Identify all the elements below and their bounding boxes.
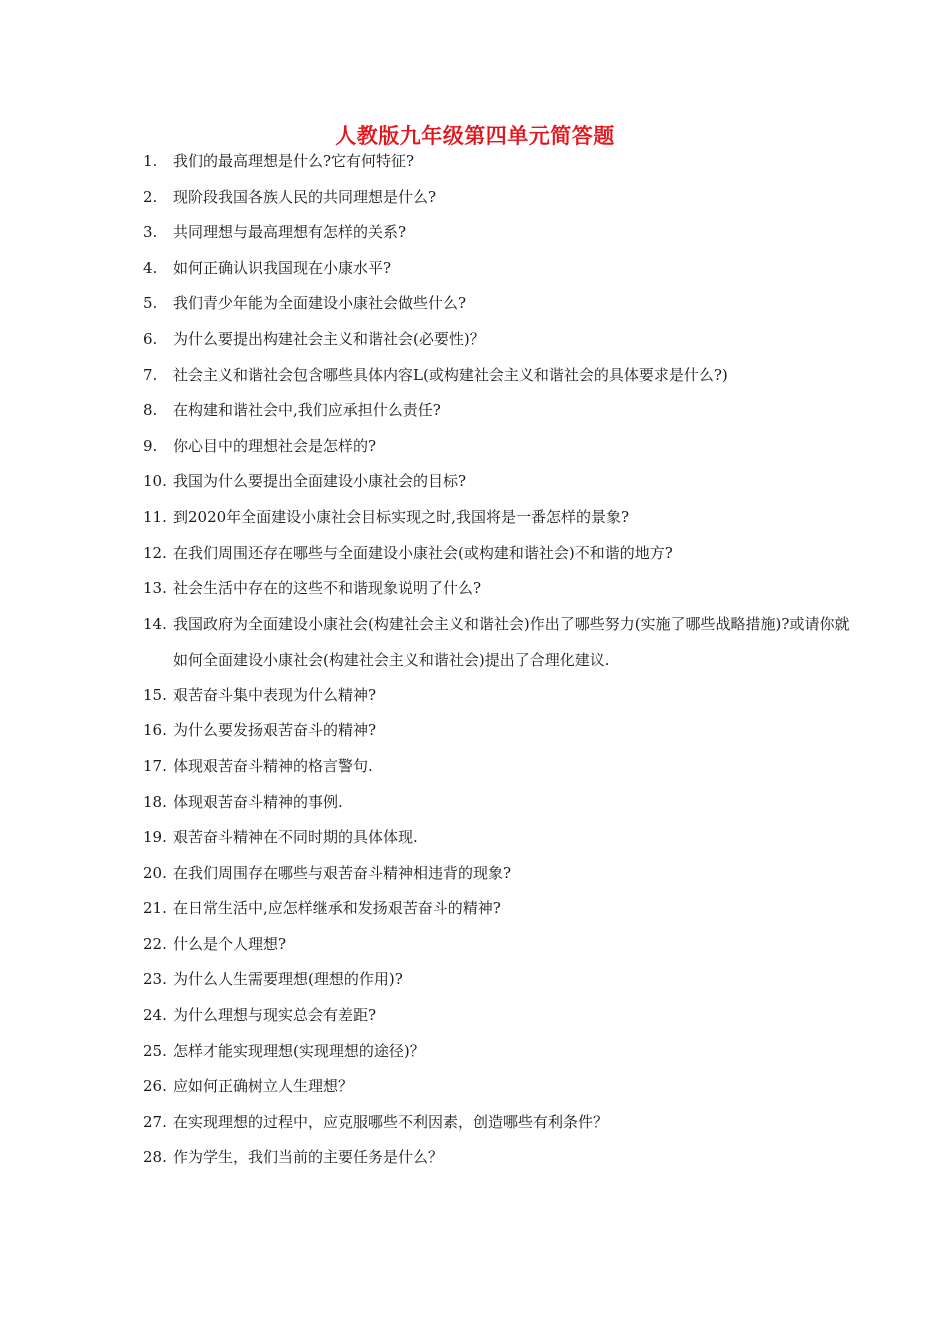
question-item: [143, 257, 863, 279]
question-text: 社会生活中存在的这些不和谐现象说明了什么?: [173, 579, 482, 598]
page-title: 人教版九年级第四单元简答题: [335, 124, 615, 148]
question-item: [143, 719, 863, 741]
question-text: 在构建和谐社会中,我们应承担什么责任?: [173, 401, 441, 420]
question-text: 怎样才能实现理想(实现理想的途径)？: [173, 1041, 425, 1060]
question-number: 6.: [143, 329, 158, 348]
question-number: 8.: [143, 401, 158, 420]
question-text: 体现艰苦奋斗精神的格言警句.: [173, 756, 373, 775]
question-text: 在日常生活中,应怎样继承和发扬艰苦奋斗的精神?: [173, 899, 501, 918]
question-item: [143, 826, 863, 848]
question-item: [143, 755, 863, 777]
question-text: 你心目中的理想社会是怎样的?: [173, 436, 377, 455]
question-text: 作为学生，我们当前的主要任务是什么？: [173, 1148, 444, 1167]
question-item: [143, 470, 863, 492]
question-number: 1.: [143, 152, 158, 170]
question-text: 为什么要提出构建社会主义和谐社会(必要性)？: [173, 329, 485, 348]
question-item: [143, 577, 863, 599]
question-text: 共同理想与最高理想有怎样的关系?: [173, 223, 407, 242]
question-item: [143, 613, 863, 678]
question-number: 17.: [143, 756, 167, 775]
question-text: 体现艰苦奋斗精神的事例.: [173, 792, 343, 811]
question-item: [143, 684, 863, 706]
question-number: 28.: [143, 1148, 167, 1167]
question-text: 社会主义和谐社会包含哪些具体内容L(或构建社会主义和谐社会的具体要求是什么?): [173, 365, 728, 384]
question-text: 现阶段我国各族人民的共同理想是什么?: [173, 187, 437, 206]
question-text: 我国政府为全面建设小康社会(构建社会主义和谐社会)作出了哪些努力(实施了哪些战略措施)?或请你就如何全面建设小康社会(构建社会主义和谐社会)提出了合理化建议.: [173, 614, 850, 669]
question-item: [143, 1075, 863, 1097]
question-text: 我们的最高理想是什么?它有何特征?: [173, 152, 415, 170]
question-item: [143, 150, 863, 172]
question-number: 21.: [143, 899, 167, 918]
question-text: 在我们周围还存在哪些与全面建设小康社会(或构建和谐社会)不和谐的地方?: [173, 543, 673, 562]
question-item: [143, 1146, 863, 1168]
question-item: [143, 791, 863, 813]
question-number: 26.: [143, 1077, 167, 1096]
question-number: 23.: [143, 970, 167, 989]
question-text: 在我们周围存在哪些与艰苦奋斗精神相违背的现象?: [173, 863, 512, 882]
question-number: 4.: [143, 258, 158, 277]
question-item: [143, 1004, 863, 1026]
question-number: 10.: [143, 472, 167, 491]
question-number: 11.: [143, 507, 167, 526]
question-number: 5.: [143, 294, 158, 313]
question-number: 16.: [143, 721, 167, 740]
question-number: 25.: [143, 1041, 167, 1060]
question-item: [143, 328, 863, 350]
question-number: 22.: [143, 934, 167, 953]
question-item: [143, 435, 863, 457]
question-number: 7.: [143, 365, 158, 384]
question-item: [143, 186, 863, 208]
question-number: 2.: [143, 187, 158, 206]
question-text: 我国为什么要提出全面建设小康社会的目标?: [173, 472, 467, 491]
question-item: [143, 897, 863, 919]
question-number: 12.: [143, 543, 167, 562]
question-item: [143, 542, 863, 564]
question-text: 在实现理想的过程中，应克服哪些不利因素，创造哪些有利条件？: [173, 1112, 609, 1131]
question-item: [143, 292, 863, 314]
question-text: 艰苦奋斗集中表现为什么精神?: [173, 685, 377, 704]
question-text: 应如何正确树立人生理想？: [173, 1077, 354, 1096]
question-text: 为什么理想与现实总会有差距?: [173, 1006, 377, 1025]
question-number: 24.: [143, 1006, 167, 1025]
question-item: [143, 1040, 863, 1062]
question-number: 3.: [143, 223, 158, 242]
question-item: [143, 399, 863, 421]
question-item: [143, 968, 863, 990]
question-item: [143, 221, 863, 243]
question-number: 27.: [143, 1112, 167, 1131]
question-item: [143, 933, 863, 955]
question-number: 9.: [143, 436, 158, 455]
question-item: [143, 1111, 863, 1133]
question-text: 为什么要发扬艰苦奋斗的精神?: [173, 721, 377, 740]
question-text: 什么是个人理想?: [173, 934, 287, 953]
question-number: 20.: [143, 863, 167, 882]
question-number: 13.: [143, 579, 167, 598]
question-text: 如何正确认识我国现在小康水平?: [173, 258, 392, 277]
question-item: [143, 364, 863, 386]
question-item: [143, 506, 863, 528]
question-number: 15.: [143, 685, 167, 704]
question-number: 14.: [143, 614, 167, 633]
question-text: 我们青少年能为全面建设小康社会做些什么?: [173, 294, 467, 313]
question-list: [143, 150, 863, 1182]
question-number: 18.: [143, 792, 167, 811]
question-item: [143, 862, 863, 884]
question-number: 19.: [143, 828, 167, 847]
question-text: 为什么人生需要理想(理想的作用)?: [173, 970, 403, 989]
question-text: 艰苦奋斗精神在不同时期的具体体现.: [173, 828, 418, 847]
question-text: 到2020年全面建设小康社会目标实现之时,我国将是一番怎样的景象?: [173, 507, 629, 526]
